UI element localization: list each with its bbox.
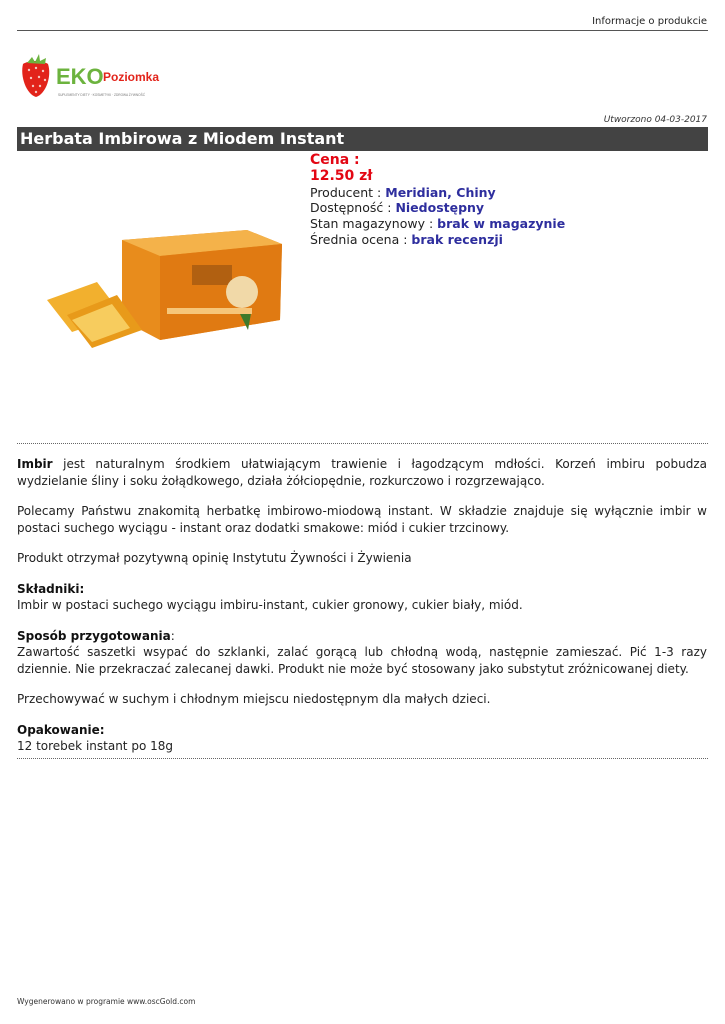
description-paragraph-3: Produkt otrzymał pozytywną opinię Instytutu Żywności i Żywienia (17, 551, 412, 565)
section-divider-bottom (17, 758, 708, 759)
preparation-label: Sposób przygotowania (17, 628, 171, 643)
stock-label: Stan magazynowy : (310, 216, 434, 232)
svg-text:EKO: EKO (56, 64, 104, 89)
rating-label: Średnia ocena : (310, 231, 408, 247)
generator-footer: Wygenerowano w programie www.oscGold.com (17, 997, 196, 1006)
stock-row (310, 216, 565, 232)
preparation-text: Zawartość saszetki wsypać do szklanki, zalać gorącą lub chłodną wodą, następnie zamieszać. Pić 1-3 razy dziennie. Nie przekraczać zalecanej dawki. Produkt nie może być stosowany jako substytut zróżnicowanej diety. (17, 645, 707, 676)
price-label: Cena : (310, 152, 360, 168)
availability-label: Dostępność : (310, 200, 392, 216)
svg-text:SUPLEMENTY DIETY · KOSMETYKI ·: SUPLEMENTY DIETY · KOSMETYKI · ZDROWA ŻYWNOŚĆ (58, 93, 146, 97)
packaging-section (17, 722, 707, 755)
logo-graphic (18, 50, 178, 100)
svg-text:Poziomka: Poziomka (103, 70, 160, 84)
producer-row (310, 185, 565, 201)
availability-row (310, 200, 565, 216)
rating-row (310, 232, 565, 248)
product-image (42, 220, 292, 365)
strawberry-icon (22, 54, 49, 97)
header-divider (17, 30, 708, 31)
description-paragraph-2: Polecamy Państwu znakomitą herbatkę imbirowo-miodową instant. W składzie znajduje się wyłącznie imbir w postaci suchego wyciągu - instant oraz dodatki smakowe: miód i cukier trzcinowy. (17, 504, 707, 535)
availability-value: Niedostępny (395, 200, 485, 216)
price-value: 12.50 zł (310, 167, 373, 184)
product-info (310, 153, 565, 248)
ingredients-section (17, 581, 707, 614)
page-header-label: Informacje o produkcie (592, 16, 707, 27)
description-paragraph-1: Imbir jest naturalnym środkiem ułatwiającym trawienie i łagodzącym mdłości. Korzeń imbiru pobudza wydzielanie śliny i soku żołądkowego, działa żółciopędnie, rozkurczowo i rozgrzewająco. (17, 457, 707, 488)
packaging-text: 12 torebek instant po 18g (17, 739, 173, 753)
created-date: Utworzono 04-03-2017 (603, 115, 707, 125)
producer-label: Producent : (310, 184, 382, 200)
storage-text: Przechowywać w suchym i chłodnym miejscu niedostępnym dla małych dzieci. (17, 692, 491, 706)
ingredients-text: Imbir w postaci suchego wyciągu imbiru-instant, cukier gronowy, cukier biały, miód. (17, 598, 523, 612)
producer-value[interactable]: Meridian, Chiny (385, 184, 496, 200)
section-divider-top (17, 443, 708, 444)
product-description (17, 456, 707, 755)
stock-value: brak w magazynie (437, 216, 566, 232)
product-title: Herbata Imbirowa z Miodem Instant (17, 127, 708, 151)
ingredients-label: Składniki: (17, 581, 85, 596)
preparation-section: Sposób przygotowania: Zawartość saszetki wsypać do szklanki, zalać gorącą lub chłodną wodą, następnie zamieszać. Pić 1-3 razy dziennie. Nie przekraczać zalecanej dawki. Produkt nie może być stosowany jako substytut zróżnicowanej diety. (17, 628, 707, 676)
packaging-label: Opakowanie: (17, 722, 105, 737)
description-keyword: Imbir (17, 457, 53, 471)
shop-logo[interactable] (18, 50, 178, 100)
rating-value[interactable]: brak recenzji (411, 231, 503, 247)
